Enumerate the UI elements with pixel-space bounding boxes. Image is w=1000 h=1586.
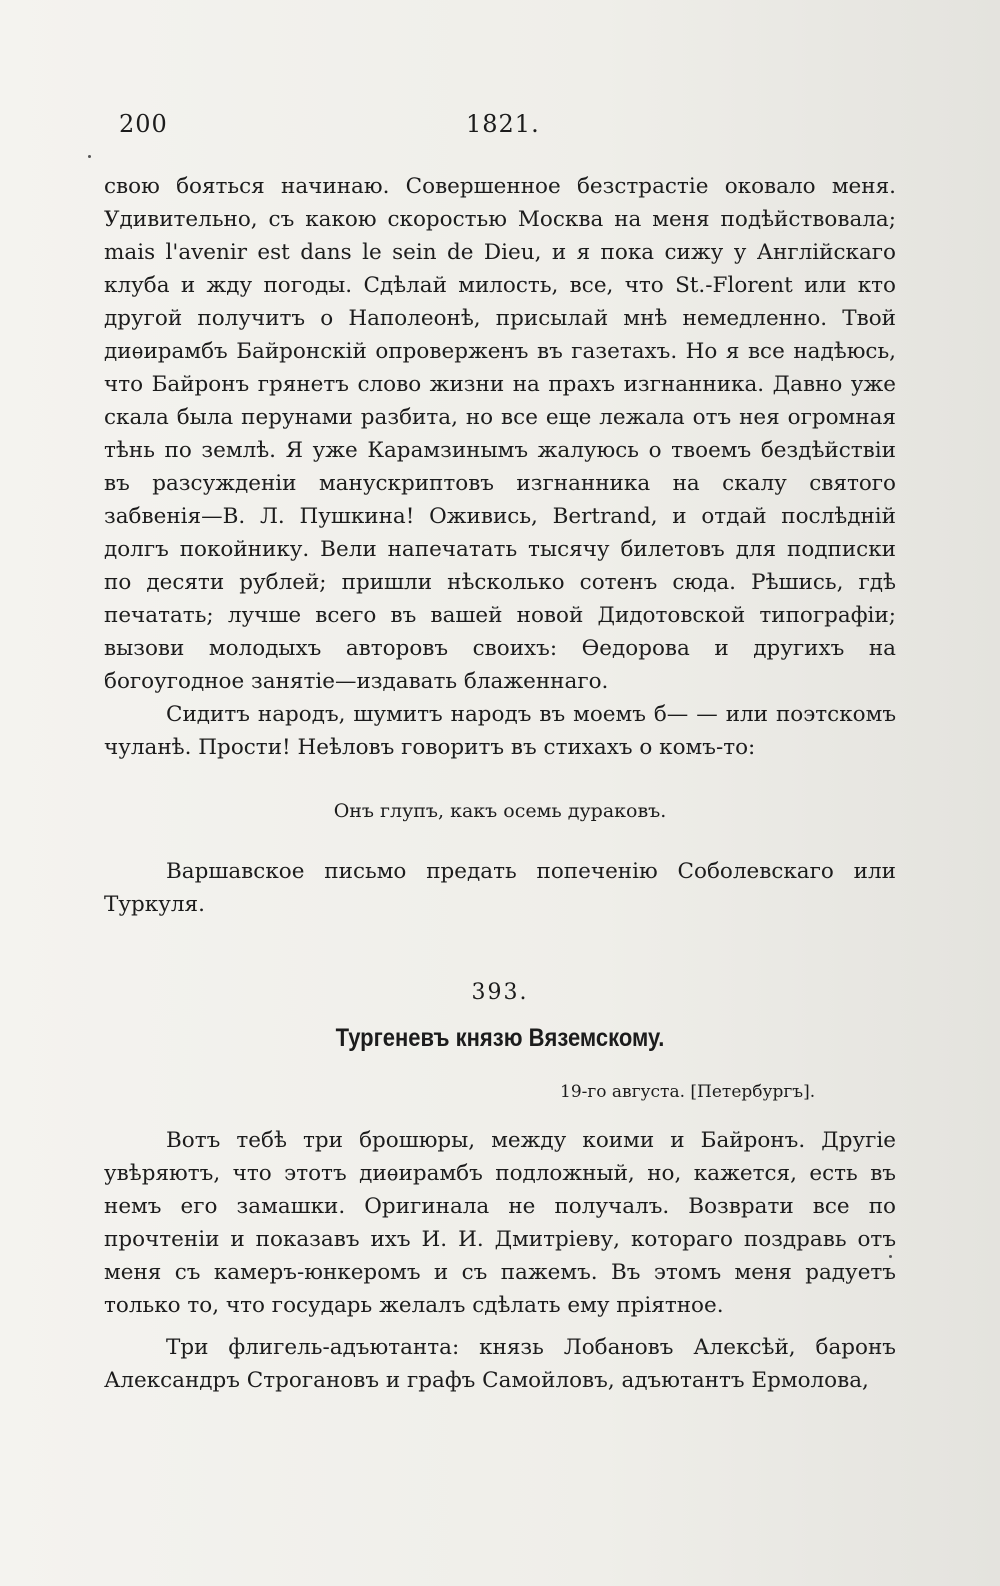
paragraph-2: Сидитъ народъ, шумитъ народъ въ моемъ б— — или поэтскомъ чуланѣ. Прости! Неѣловъ говоритъ въ стихахъ о комъ-то: — [104, 702, 896, 760]
running-header-year: 1821. — [466, 110, 540, 138]
print-speck — [889, 1255, 892, 1258]
paragraph-5-block — [104, 1331, 896, 1397]
letter-dateline: 19-го августа. [Петербургъ]. — [560, 1082, 816, 1102]
page-number: 200 — [119, 110, 168, 138]
paragraph-1: свою бояться начинаю. Совершенное безстрастіе оковало меня. Удивительно, съ какою скоростью Москва на меня подѣйствовала; mais l'avenir est dans le sein de Dieu, и я пока сижу у Англійскаго клуба и жду погоды. Сдѣлай милость, все, что St.-Florent или кто другой получитъ о Наполеонѣ, присылай мнѣ немедленно. Твой диѳирамбъ Байронскій опроверженъ въ газетахъ. Но я все надѣюсь, что Байронъ грянетъ слово жизни на прахъ изгнанника. Давно уже скала была перунами разбита, но все еще лежала отъ нея огромная тѣнь по землѣ. Я уже Карамзинымъ жалуюсь о твоемъ бездѣйствіи въ разсужденіи манускриптовъ изгнанника на скалу святого забвенія—В. Л. Пушкина! Оживись, Bertrand, и отдай послѣдній долгъ покойнику. Вели напечатать тысячу билетовъ для подписки по десяти рублей; пришли нѣсколько сотенъ сюда. Рѣшись, гдѣ печатать; лучше всего въ вашей новой Дидотовской типографіи; вызови молодыхъ авторовъ своихъ: Ѳедорова и другихъ на богоугодное занятіе—издавать блаженнаго. — [104, 174, 896, 694]
paragraph-3-block — [104, 855, 896, 921]
letter-number: 393. — [471, 980, 529, 1005]
print-speck — [88, 155, 91, 158]
verse-quote: Онъ глупъ, какъ осемь дураковъ. — [333, 800, 667, 822]
paragraph-4: Вотъ тебѣ три брошюры, между коими и Байронъ. Другіе увѣряютъ, что этотъ диѳирамбъ подложный, но, кажется, есть въ немъ его замашки. Оригинала не получалъ. Возврати все по прочтеніи и показавъ ихъ И. И. Дмитріеву, котораго поздравь отъ меня съ камеръ-юнкеромъ и съ пажемъ. Въ этомъ меня радуетъ только то, что государь желалъ сдѣлать ему пріятное. — [104, 1128, 896, 1318]
letter-continuation — [104, 170, 896, 764]
paragraph-3: Варшавское письмо предать попеченію Соболевскаго или Туркуля. — [104, 859, 896, 917]
paragraph-5: Три флигель-адъютанта: князь Лобановъ Алексѣй, баронъ Александръ Строгановъ и графъ Самойловъ, адъютантъ Ермолова, — [104, 1335, 896, 1393]
letter-title: Тургеневъ князю Вяземскому. — [335, 1024, 665, 1052]
paragraph-4-block — [104, 1124, 896, 1322]
